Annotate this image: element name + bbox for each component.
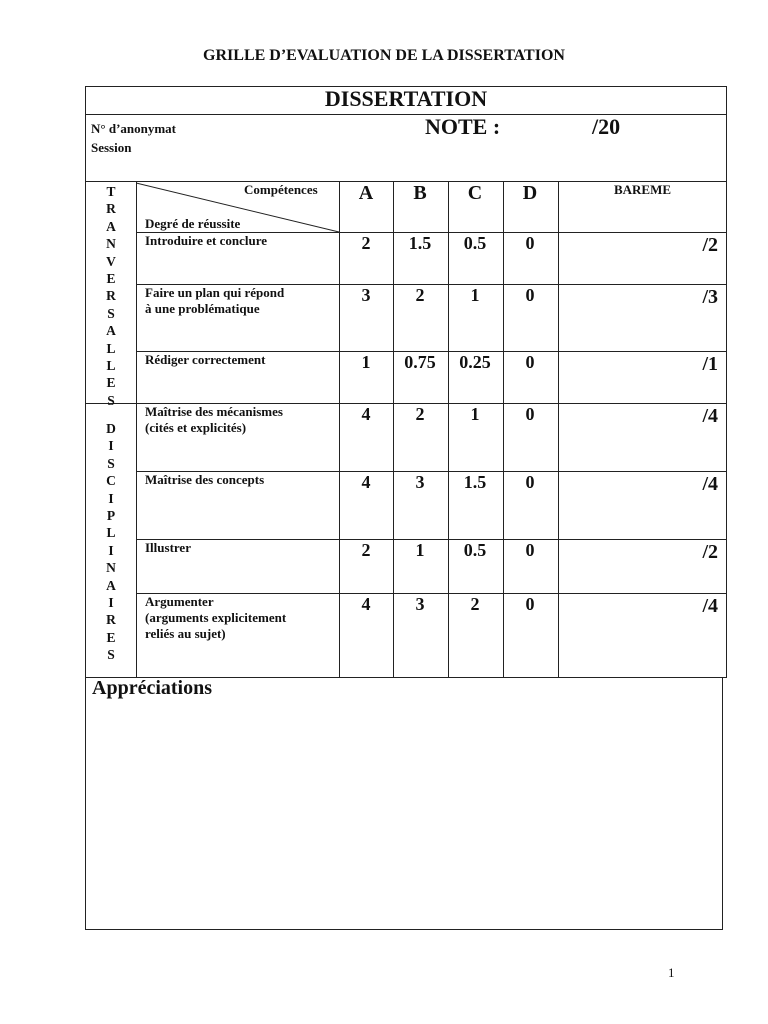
group-letter: R	[106, 288, 116, 304]
group-letter: I	[108, 595, 114, 611]
bareme-max: /4	[702, 595, 718, 617]
score-a: 2	[361, 540, 371, 560]
group-letter: E	[106, 629, 116, 645]
score-d: 0	[525, 594, 535, 614]
competence-label	[145, 472, 335, 488]
score-c: 0.5	[463, 540, 487, 560]
competence-label-line: Illustrer	[145, 540, 191, 555]
competence-label	[145, 540, 335, 556]
bareme-max: /1	[702, 353, 718, 375]
column-c-header: C	[467, 182, 483, 204]
bareme-max: /4	[702, 405, 718, 427]
competence-label	[145, 285, 335, 317]
column-a-header: A	[358, 182, 374, 204]
competence-label	[145, 233, 335, 249]
group-letter: N	[106, 560, 116, 576]
score-b: 1.5	[408, 233, 432, 253]
score-d: 0	[525, 352, 535, 372]
note-label: NOTE :	[425, 114, 501, 139]
bareme-max: /2	[702, 541, 718, 563]
grid-title: DISSERTATION	[324, 86, 488, 111]
score-d: 0	[525, 285, 535, 305]
group-letter: R	[106, 201, 116, 217]
column-b-header: B	[413, 182, 427, 204]
note-total: /20	[592, 114, 621, 139]
group-letter: E	[106, 271, 116, 287]
score-a: 1	[361, 352, 371, 372]
competence-label-line: Rédiger correctement	[145, 352, 266, 367]
score-b: 3	[415, 472, 425, 492]
score-b: 0.75	[404, 352, 436, 372]
score-d: 0	[525, 472, 535, 492]
group-letter: A	[106, 218, 116, 234]
group-letter: P	[106, 508, 116, 524]
group-letter: I	[108, 438, 114, 454]
group-letter: L	[106, 525, 116, 541]
score-b: 2	[415, 404, 425, 424]
session-label: Session	[91, 140, 132, 155]
competence-label-line: reliés au sujet)	[145, 626, 226, 641]
group-letter: E	[106, 375, 116, 391]
group-label-disciplinaires	[86, 420, 136, 664]
group-letter: D	[106, 421, 116, 436]
score-c: 2	[470, 594, 480, 614]
column-d-header: D	[522, 182, 538, 204]
score-c: 0.25	[459, 352, 491, 372]
score-c: 1	[470, 285, 480, 305]
group-letter: L	[106, 340, 116, 356]
score-a: 4	[361, 472, 371, 492]
bareme-max: /2	[702, 234, 718, 256]
competence-label-line: Argumenter	[145, 594, 214, 609]
degre-reussite-label: Degré de réussite	[145, 216, 241, 231]
bareme-header: BAREME	[613, 182, 672, 197]
group-letter: I	[108, 542, 114, 558]
score-b: 1	[415, 540, 425, 560]
group-label-transversalles	[86, 183, 136, 409]
document-title: GRILLE D’EVALUATION DE LA DISSERTATION	[203, 47, 565, 64]
appreciations-label: Appréciations	[92, 677, 212, 699]
group-letter: S	[107, 305, 115, 321]
score-d: 0	[525, 233, 535, 253]
competence-label-line: (arguments explicitement	[145, 610, 287, 625]
competence-label	[145, 594, 335, 642]
score-d: 0	[525, 404, 535, 424]
score-a: 4	[361, 404, 371, 424]
group-letter: I	[108, 490, 114, 506]
group-letter: C	[106, 473, 116, 489]
competence-label-line: Maîtrise des mécanismes	[145, 404, 283, 419]
bareme-max: /3	[702, 286, 718, 308]
score-a: 3	[361, 285, 371, 305]
group-letter: S	[107, 647, 115, 663]
competence-label	[145, 404, 335, 436]
competence-label-line: Maîtrise des concepts	[145, 472, 265, 487]
score-c: 1	[470, 404, 480, 424]
bareme-max: /4	[702, 473, 718, 495]
competences-label: Compétences	[244, 182, 318, 197]
score-d: 0	[525, 540, 535, 560]
competence-label	[145, 352, 335, 368]
score-b: 2	[415, 285, 425, 305]
group-letter: A	[106, 323, 116, 339]
anonymat-label: N° d’anonymat	[91, 121, 177, 136]
competence-label-line: Introduire et conclure	[145, 233, 268, 248]
score-b: 3	[415, 594, 425, 614]
score-a: 2	[361, 233, 371, 253]
group-letter: R	[106, 612, 116, 628]
competence-label-line: à une problématique	[145, 301, 260, 316]
competence-label-line: (cités et explicités)	[145, 420, 247, 435]
score-a: 4	[361, 594, 371, 614]
page-number: 1	[668, 965, 675, 980]
group-letter: N	[106, 236, 116, 252]
score-c: 0.5	[463, 233, 487, 253]
group-letter: V	[106, 253, 116, 269]
group-letter: S	[107, 455, 115, 471]
competence-label-line: Faire un plan qui répond	[145, 285, 285, 300]
score-c: 1.5	[463, 472, 487, 492]
group-letter: L	[106, 358, 116, 374]
group-letter: S	[107, 392, 115, 408]
group-letter: A	[106, 577, 116, 593]
group-letter: T	[106, 184, 116, 199]
